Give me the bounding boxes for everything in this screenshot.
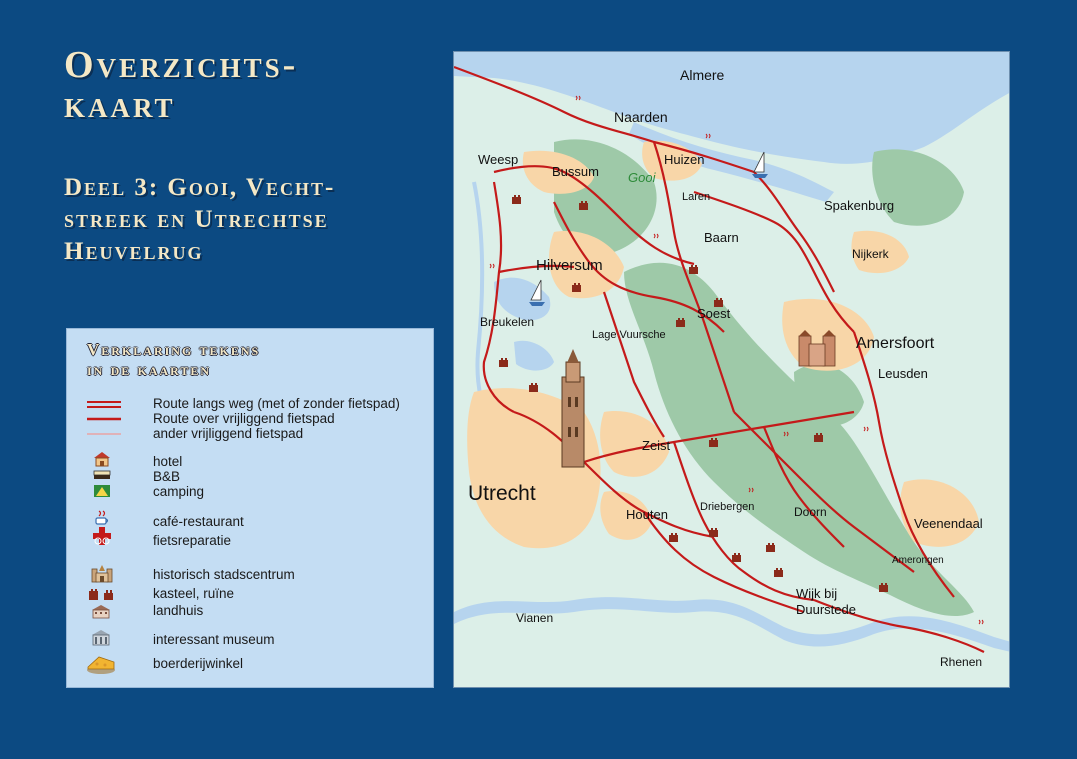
place-gooi: Gooi (628, 170, 656, 185)
place-houten: Houten (626, 507, 668, 522)
legend-item-bnb: B&B (153, 469, 181, 484)
legend-item-camping: camping (153, 484, 205, 499)
place-wijk-bij: Wijk bij (796, 586, 838, 601)
place-amersfoort: Amersfoort (856, 335, 935, 352)
legend-item-hotel: hotel (153, 454, 183, 469)
cafe-icon (93, 509, 111, 527)
overview-map[interactable] (453, 51, 1010, 688)
map-canvas (454, 52, 1010, 688)
legend-item-other-bikepath: ander vrijliggend fietspad (153, 426, 304, 441)
castle-icon (87, 585, 117, 601)
place-duurstede: Duurstede (796, 602, 856, 617)
place-rhenen: Rhenen (940, 655, 983, 669)
place-naarden: Naarden (614, 109, 668, 125)
place-veenendaal: Veenendaal (914, 516, 983, 531)
place-leusden: Leusden (878, 366, 928, 381)
hotel-icon (93, 451, 111, 467)
camping-icon (93, 484, 111, 498)
route-road-icon (87, 402, 121, 407)
place-zeist: Zeist (642, 438, 671, 453)
place-amerongen: Amerongen (892, 555, 944, 566)
legend-item-route-bikepath: Route over vrijliggend fietspad (153, 411, 335, 426)
legend-item-castle: kasteel, ruïne (153, 586, 235, 601)
page-title (64, 46, 298, 126)
legend-item-route-road: Route langs weg (met of zonder fietspad) (153, 396, 400, 411)
legend-item-bike-repair: fietsreparatie (153, 533, 232, 548)
farm-shop-icon (85, 653, 117, 675)
bnb-icon (93, 468, 111, 482)
place-baarn: Baarn (704, 230, 739, 245)
legend-item-manor: landhuis (153, 603, 204, 618)
place-utrecht: Utrecht (468, 482, 536, 505)
legend-item-historic-centre: historisch stadscentrum (153, 567, 295, 582)
manor-icon (91, 604, 111, 619)
place-weesp: Weesp (478, 152, 519, 167)
map-legend (66, 328, 434, 688)
place-huizen: Huizen (664, 152, 705, 167)
route-lines-icon (85, 397, 125, 439)
subtitle-line-2: streek en Utrechtse (64, 206, 329, 233)
place-spakenburg: Spakenburg (824, 198, 895, 213)
bike-repair-icon (91, 526, 113, 546)
place-bussum: Bussum (552, 164, 599, 179)
place-vianen: Vianen (516, 611, 554, 625)
legend-item-farm-shop: boerderijwinkel (153, 656, 244, 671)
place-doorn: Doorn (794, 505, 827, 519)
place-breukelen: Breukelen (480, 315, 535, 329)
place-hilversum: Hilversum (536, 257, 603, 274)
subtitle-line-3: Heuvelrug (64, 238, 204, 265)
place-almere: Almere (680, 67, 725, 83)
place-lage-vuursche: Lage Vuursche (592, 329, 666, 341)
legend-item-museum: interessant museum (153, 632, 275, 647)
place-nijkerk: Nijkerk (852, 247, 889, 261)
museum-icon (91, 629, 111, 647)
place-driebergen: Driebergen (700, 501, 755, 513)
title-line-2: kaart (64, 84, 176, 126)
place-soest: Soest (697, 306, 731, 321)
title-line-1: Overzichts- (64, 44, 299, 86)
place-laren: Laren (682, 191, 711, 203)
page-subtitle (64, 172, 335, 268)
legend-item-cafe: café-restaurant (153, 514, 244, 529)
historic-centre-icon (89, 563, 115, 583)
subtitle-line-1: Deel 3: Gooi, Vecht- (64, 174, 336, 201)
legend-title: Verklaring tekens in de kaarten (87, 340, 261, 379)
